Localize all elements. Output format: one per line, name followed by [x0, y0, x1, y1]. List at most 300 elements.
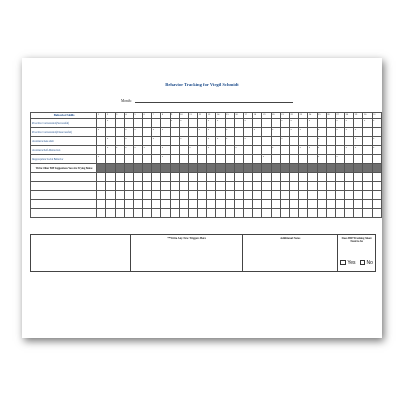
strategy-day-cell[interactable] — [317, 200, 326, 209]
no-option[interactable] — [360, 260, 373, 266]
strategy-day-cell[interactable] — [335, 182, 344, 191]
empty-day-cell[interactable] — [234, 128, 243, 137]
empty-day-cell[interactable] — [106, 128, 115, 137]
strategy-day-cell[interactable] — [97, 191, 106, 200]
strategy-day-cell[interactable] — [317, 191, 326, 200]
empty-day-cell[interactable] — [97, 137, 106, 146]
strategy-day-cell[interactable] — [326, 200, 335, 209]
empty-day-cell[interactable] — [335, 146, 344, 155]
empty-day-cell[interactable] — [207, 155, 216, 164]
strategy-entry-label[interactable] — [31, 173, 97, 182]
empty-day-cell[interactable] — [262, 137, 271, 146]
strategy-day-cell[interactable] — [244, 173, 253, 182]
strategy-day-cell[interactable] — [97, 200, 106, 209]
strategy-day-cell[interactable] — [170, 209, 179, 218]
empty-day-cell[interactable] — [133, 137, 142, 146]
tally-mark-cell[interactable]: x — [271, 128, 280, 137]
strategy-day-cell[interactable] — [299, 191, 308, 200]
empty-day-cell[interactable] — [326, 128, 335, 137]
strategy-day-cell[interactable] — [161, 182, 170, 191]
empty-day-cell[interactable] — [299, 155, 308, 164]
yes-checkbox[interactable] — [340, 260, 346, 266]
strategy-day-cell[interactable] — [299, 173, 308, 182]
strategy-day-cell[interactable] — [308, 191, 317, 200]
tally-mark-cell[interactable]: x — [106, 146, 115, 155]
empty-day-cell[interactable] — [225, 146, 234, 155]
strategy-day-cell[interactable] — [345, 209, 354, 218]
strategy-day-cell[interactable] — [262, 200, 271, 209]
tally-mark-cell[interactable]: x — [124, 146, 133, 155]
empty-day-cell[interactable] — [188, 119, 197, 128]
empty-day-cell[interactable] — [354, 119, 363, 128]
strategy-day-cell[interactable] — [188, 200, 197, 209]
tally-mark-cell[interactable]: x — [97, 155, 106, 164]
empty-day-cell[interactable] — [271, 137, 280, 146]
empty-day-cell[interactable] — [115, 155, 124, 164]
strategy-day-cell[interactable] — [115, 182, 124, 191]
tally-mark-cell[interactable]: x — [188, 146, 197, 155]
strategy-day-cell[interactable] — [106, 200, 115, 209]
empty-day-cell[interactable] — [152, 146, 161, 155]
tally-mark-cell[interactable]: x — [179, 137, 188, 146]
empty-day-cell[interactable] — [216, 128, 225, 137]
strategy-day-cell[interactable] — [216, 200, 225, 209]
empty-day-cell[interactable] — [179, 155, 188, 164]
empty-day-cell[interactable] — [280, 146, 289, 155]
empty-day-cell[interactable] — [152, 155, 161, 164]
tally-mark-cell[interactable]: x — [317, 146, 326, 155]
strategy-day-cell[interactable] — [106, 191, 115, 200]
empty-day-cell[interactable] — [354, 155, 363, 164]
strategy-day-cell[interactable] — [317, 173, 326, 182]
empty-day-cell[interactable] — [170, 137, 179, 146]
tally-mark-cell[interactable]: x — [289, 119, 298, 128]
strategy-day-cell[interactable] — [262, 209, 271, 218]
tally-mark-cell[interactable]: x — [198, 128, 207, 137]
strategy-day-cell[interactable] — [335, 191, 344, 200]
strategy-day-cell[interactable] — [161, 200, 170, 209]
tally-mark-cell[interactable]: x — [372, 119, 381, 128]
empty-day-cell[interactable] — [115, 137, 124, 146]
strategy-day-cell[interactable] — [308, 200, 317, 209]
strategy-day-cell[interactable] — [253, 209, 262, 218]
strategy-day-cell[interactable] — [326, 191, 335, 200]
strategy-day-cell[interactable] — [345, 182, 354, 191]
strategy-day-cell[interactable] — [234, 182, 243, 191]
strategy-day-cell[interactable] — [289, 182, 298, 191]
strategy-day-cell[interactable] — [133, 200, 142, 209]
empty-day-cell[interactable] — [262, 128, 271, 137]
tally-mark-cell[interactable]: x — [106, 119, 115, 128]
tally-mark-cell[interactable]: x — [170, 119, 179, 128]
empty-day-cell[interactable] — [198, 155, 207, 164]
strategy-day-cell[interactable] — [308, 209, 317, 218]
tally-mark-cell[interactable]: x — [133, 128, 142, 137]
tally-mark-cell[interactable]: x — [244, 119, 253, 128]
empty-day-cell[interactable] — [299, 119, 308, 128]
strategy-day-cell[interactable] — [253, 173, 262, 182]
strategy-day-cell[interactable] — [115, 173, 124, 182]
strategy-day-cell[interactable] — [143, 182, 152, 191]
strategy-day-cell[interactable] — [170, 182, 179, 191]
tally-mark-cell[interactable]: x — [372, 137, 381, 146]
strategy-day-cell[interactable] — [271, 200, 280, 209]
strategy-day-cell[interactable] — [216, 173, 225, 182]
empty-day-cell[interactable] — [188, 155, 197, 164]
strategy-day-cell[interactable] — [188, 191, 197, 200]
tally-mark-cell[interactable]: x — [363, 119, 372, 128]
strategy-day-cell[interactable] — [262, 173, 271, 182]
strategy-day-cell[interactable] — [152, 173, 161, 182]
tally-mark-cell[interactable]: x — [152, 137, 161, 146]
empty-day-cell[interactable] — [133, 155, 142, 164]
tally-mark-cell[interactable]: x — [345, 128, 354, 137]
strategy-day-cell[interactable] — [234, 191, 243, 200]
tally-mark-cell[interactable]: x — [280, 137, 289, 146]
strategy-day-cell[interactable] — [262, 182, 271, 191]
strategy-day-cell[interactable] — [97, 173, 106, 182]
strategy-day-cell[interactable] — [253, 182, 262, 191]
empty-day-cell[interactable] — [253, 146, 262, 155]
strategy-day-cell[interactable] — [152, 191, 161, 200]
tally-mark-cell[interactable]: x — [308, 146, 317, 155]
strategy-day-cell[interactable] — [170, 200, 179, 209]
empty-day-cell[interactable] — [216, 146, 225, 155]
empty-day-cell[interactable] — [143, 119, 152, 128]
tally-mark-cell[interactable]: x — [345, 146, 354, 155]
tally-mark-cell[interactable]: x — [299, 128, 308, 137]
tally-mark-cell[interactable]: x — [262, 155, 271, 164]
empty-day-cell[interactable] — [198, 119, 207, 128]
empty-day-cell[interactable] — [308, 128, 317, 137]
tally-mark-cell[interactable]: x — [152, 128, 161, 137]
tally-mark-cell[interactable]: x — [133, 146, 142, 155]
strategy-day-cell[interactable] — [345, 191, 354, 200]
empty-day-cell[interactable] — [234, 137, 243, 146]
empty-day-cell[interactable] — [317, 119, 326, 128]
strategy-day-cell[interactable] — [271, 191, 280, 200]
tally-mark-cell[interactable]: x — [207, 137, 216, 146]
strategy-entry-label[interactable] — [31, 209, 97, 218]
empty-day-cell[interactable] — [234, 119, 243, 128]
strategy-day-cell[interactable] — [363, 200, 372, 209]
strategy-day-cell[interactable] — [262, 191, 271, 200]
yes-option[interactable] — [340, 260, 355, 266]
strategy-day-cell[interactable] — [133, 182, 142, 191]
strategy-day-cell[interactable] — [335, 173, 344, 182]
strategy-day-cell[interactable] — [179, 173, 188, 182]
empty-day-cell[interactable] — [326, 137, 335, 146]
strategy-day-cell[interactable] — [271, 173, 280, 182]
empty-day-cell[interactable] — [280, 155, 289, 164]
empty-day-cell[interactable] — [170, 146, 179, 155]
tally-mark-cell[interactable]: x — [335, 119, 344, 128]
empty-day-cell[interactable] — [143, 137, 152, 146]
empty-day-cell[interactable] — [345, 137, 354, 146]
strategy-day-cell[interactable] — [317, 182, 326, 191]
strategy-day-cell[interactable] — [354, 209, 363, 218]
tally-mark-cell[interactable]: x — [308, 119, 317, 128]
empty-day-cell[interactable] — [133, 119, 142, 128]
strategy-day-cell[interactable] — [354, 200, 363, 209]
strategy-day-cell[interactable] — [299, 200, 308, 209]
strategy-day-cell[interactable] — [124, 182, 133, 191]
empty-day-cell[interactable] — [271, 119, 280, 128]
strategy-day-cell[interactable] — [372, 191, 381, 200]
strategy-day-cell[interactable] — [289, 200, 298, 209]
tally-mark-cell[interactable]: x — [216, 137, 225, 146]
strategy-day-cell[interactable] — [143, 191, 152, 200]
tally-mark-cell[interactable]: x — [335, 128, 344, 137]
tally-mark-cell[interactable]: x — [97, 128, 106, 137]
tally-mark-cell[interactable]: x — [106, 137, 115, 146]
empty-day-cell[interactable] — [289, 155, 298, 164]
empty-day-cell[interactable] — [372, 155, 381, 164]
empty-day-cell[interactable] — [124, 155, 133, 164]
empty-day-cell[interactable] — [308, 155, 317, 164]
strategy-day-cell[interactable] — [207, 209, 216, 218]
strategy-day-cell[interactable] — [244, 182, 253, 191]
empty-day-cell[interactable] — [97, 119, 106, 128]
strategy-day-cell[interactable] — [317, 209, 326, 218]
strategy-day-cell[interactable] — [115, 200, 124, 209]
empty-day-cell[interactable] — [244, 155, 253, 164]
empty-day-cell[interactable] — [262, 119, 271, 128]
tally-mark-cell[interactable]: x — [161, 155, 170, 164]
strategy-day-cell[interactable] — [289, 173, 298, 182]
empty-day-cell[interactable] — [289, 137, 298, 146]
tally-mark-cell[interactable]: x — [225, 137, 234, 146]
strategy-day-cell[interactable] — [115, 191, 124, 200]
tally-mark-cell[interactable]: x — [179, 119, 188, 128]
strategy-day-cell[interactable] — [289, 209, 298, 218]
strategy-day-cell[interactable] — [207, 182, 216, 191]
empty-day-cell[interactable] — [363, 128, 372, 137]
strategy-day-cell[interactable] — [188, 173, 197, 182]
strategy-entry-label[interactable] — [31, 200, 97, 209]
strategy-day-cell[interactable] — [326, 182, 335, 191]
strategy-day-cell[interactable] — [225, 200, 234, 209]
empty-day-cell[interactable] — [280, 128, 289, 137]
strategy-day-cell[interactable] — [97, 209, 106, 218]
bottom-col-blank[interactable] — [31, 235, 131, 271]
empty-day-cell[interactable] — [345, 155, 354, 164]
strategy-day-cell[interactable] — [179, 182, 188, 191]
empty-day-cell[interactable] — [244, 128, 253, 137]
strategy-day-cell[interactable] — [280, 191, 289, 200]
strategy-day-cell[interactable] — [161, 209, 170, 218]
strategy-day-cell[interactable] — [271, 182, 280, 191]
empty-day-cell[interactable] — [179, 128, 188, 137]
strategy-day-cell[interactable] — [363, 182, 372, 191]
strategy-day-cell[interactable] — [207, 200, 216, 209]
empty-day-cell[interactable] — [152, 119, 161, 128]
tally-mark-cell[interactable]: x — [124, 137, 133, 146]
strategy-day-cell[interactable] — [124, 173, 133, 182]
empty-day-cell[interactable] — [225, 119, 234, 128]
empty-day-cell[interactable] — [326, 155, 335, 164]
strategy-day-cell[interactable] — [326, 173, 335, 182]
tally-mark-cell[interactable]: x — [280, 119, 289, 128]
strategy-day-cell[interactable] — [372, 209, 381, 218]
empty-day-cell[interactable] — [106, 155, 115, 164]
strategy-day-cell[interactable] — [207, 191, 216, 200]
strategy-day-cell[interactable] — [308, 182, 317, 191]
strategy-day-cell[interactable] — [363, 173, 372, 182]
tally-mark-cell[interactable]: x — [271, 146, 280, 155]
strategy-day-cell[interactable] — [143, 209, 152, 218]
tally-mark-cell[interactable]: x — [317, 155, 326, 164]
tally-mark-cell[interactable]: x — [234, 146, 243, 155]
strategy-day-cell[interactable] — [152, 182, 161, 191]
tally-mark-cell[interactable]: x — [317, 137, 326, 146]
empty-day-cell[interactable] — [198, 146, 207, 155]
strategy-day-cell[interactable] — [115, 209, 124, 218]
empty-day-cell[interactable] — [363, 155, 372, 164]
strategy-day-cell[interactable] — [179, 209, 188, 218]
tally-mark-cell[interactable]: x — [207, 128, 216, 137]
strategy-day-cell[interactable] — [234, 209, 243, 218]
tally-mark-cell[interactable]: x — [289, 128, 298, 137]
strategy-entry-label[interactable] — [31, 191, 97, 200]
triggers-col[interactable] — [131, 235, 243, 271]
tally-mark-cell[interactable]: x — [115, 146, 124, 155]
strategy-day-cell[interactable] — [372, 182, 381, 191]
strategy-day-cell[interactable] — [133, 209, 142, 218]
empty-day-cell[interactable] — [289, 146, 298, 155]
strategy-day-cell[interactable] — [244, 200, 253, 209]
strategy-day-cell[interactable] — [216, 209, 225, 218]
empty-day-cell[interactable] — [143, 155, 152, 164]
strategy-day-cell[interactable] — [152, 200, 161, 209]
empty-day-cell[interactable] — [363, 137, 372, 146]
strategy-day-cell[interactable] — [170, 173, 179, 182]
empty-day-cell[interactable] — [216, 155, 225, 164]
tally-mark-cell[interactable]: x — [317, 128, 326, 137]
tally-mark-cell[interactable]: x — [161, 146, 170, 155]
strategy-day-cell[interactable] — [106, 182, 115, 191]
empty-day-cell[interactable] — [115, 119, 124, 128]
tally-mark-cell[interactable]: x — [124, 128, 133, 137]
empty-day-cell[interactable] — [299, 137, 308, 146]
empty-day-cell[interactable] — [335, 137, 344, 146]
tally-mark-cell[interactable]: x — [335, 155, 344, 164]
empty-day-cell[interactable] — [234, 155, 243, 164]
strategy-day-cell[interactable] — [216, 182, 225, 191]
strategy-day-cell[interactable] — [161, 191, 170, 200]
strategy-day-cell[interactable] — [253, 200, 262, 209]
strategy-day-cell[interactable] — [198, 182, 207, 191]
strategy-day-cell[interactable] — [234, 200, 243, 209]
empty-day-cell[interactable] — [188, 128, 197, 137]
strategy-day-cell[interactable] — [271, 209, 280, 218]
empty-day-cell[interactable] — [372, 128, 381, 137]
strategy-day-cell[interactable] — [124, 209, 133, 218]
empty-day-cell[interactable] — [188, 137, 197, 146]
empty-day-cell[interactable] — [326, 119, 335, 128]
empty-day-cell[interactable] — [179, 146, 188, 155]
strategy-day-cell[interactable] — [354, 173, 363, 182]
strategy-day-cell[interactable] — [198, 200, 207, 209]
strategy-day-cell[interactable] — [363, 209, 372, 218]
empty-day-cell[interactable] — [115, 128, 124, 137]
strategy-day-cell[interactable] — [335, 209, 344, 218]
strategy-day-cell[interactable] — [106, 209, 115, 218]
tally-mark-cell[interactable]: x — [161, 128, 170, 137]
strategy-day-cell[interactable] — [179, 191, 188, 200]
strategy-day-cell[interactable] — [308, 173, 317, 182]
tally-mark-cell[interactable]: x — [207, 119, 216, 128]
tally-mark-cell[interactable]: x — [253, 128, 262, 137]
strategy-day-cell[interactable] — [280, 173, 289, 182]
strategy-day-cell[interactable] — [345, 173, 354, 182]
strategy-day-cell[interactable] — [280, 200, 289, 209]
strategy-day-cell[interactable] — [354, 182, 363, 191]
empty-day-cell[interactable] — [253, 155, 262, 164]
strategy-day-cell[interactable] — [354, 191, 363, 200]
month-line[interactable] — [135, 99, 293, 103]
empty-day-cell[interactable] — [253, 137, 262, 146]
strategy-day-cell[interactable] — [244, 209, 253, 218]
tally-mark-cell[interactable]: x — [372, 146, 381, 155]
tally-mark-cell[interactable]: x — [345, 119, 354, 128]
strategy-day-cell[interactable] — [198, 191, 207, 200]
strategy-day-cell[interactable] — [124, 200, 133, 209]
no-checkbox[interactable] — [360, 260, 366, 266]
strategy-day-cell[interactable] — [188, 182, 197, 191]
strategy-day-cell[interactable] — [225, 209, 234, 218]
strategy-day-cell[interactable] — [225, 182, 234, 191]
strategy-day-cell[interactable] — [289, 191, 298, 200]
tally-mark-cell[interactable]: x — [354, 128, 363, 137]
empty-day-cell[interactable] — [198, 137, 207, 146]
strategy-day-cell[interactable] — [234, 173, 243, 182]
strategy-day-cell[interactable] — [170, 191, 179, 200]
empty-day-cell[interactable] — [170, 155, 179, 164]
tally-mark-cell[interactable]: x — [299, 146, 308, 155]
empty-day-cell[interactable] — [253, 119, 262, 128]
strategy-day-cell[interactable] — [225, 173, 234, 182]
strategy-day-cell[interactable] — [143, 200, 152, 209]
strategy-day-cell[interactable] — [326, 209, 335, 218]
tally-mark-cell[interactable]: x — [244, 137, 253, 146]
empty-day-cell[interactable] — [225, 155, 234, 164]
strategy-day-cell[interactable] — [124, 191, 133, 200]
empty-day-cell[interactable] — [363, 146, 372, 155]
tally-mark-cell[interactable]: x — [354, 146, 363, 155]
strategy-day-cell[interactable] — [345, 200, 354, 209]
empty-day-cell[interactable] — [308, 137, 317, 146]
tally-mark-cell[interactable]: x — [225, 128, 234, 137]
strategy-day-cell[interactable] — [198, 209, 207, 218]
strategy-day-cell[interactable] — [143, 173, 152, 182]
strategy-day-cell[interactable] — [198, 173, 207, 182]
strategy-day-cell[interactable] — [335, 200, 344, 209]
strategy-day-cell[interactable] — [299, 209, 308, 218]
notes-col[interactable] — [243, 235, 338, 271]
empty-day-cell[interactable] — [170, 128, 179, 137]
strategy-day-cell[interactable] — [363, 191, 372, 200]
strategy-day-cell[interactable] — [161, 173, 170, 182]
empty-day-cell[interactable] — [326, 146, 335, 155]
empty-day-cell[interactable] — [161, 119, 170, 128]
tally-mark-cell[interactable]: x — [207, 146, 216, 155]
strategy-day-cell[interactable] — [216, 191, 225, 200]
strategy-day-cell[interactable] — [152, 209, 161, 218]
strategy-entry-label[interactable] — [31, 182, 97, 191]
tally-mark-cell[interactable]: x — [354, 137, 363, 146]
strategy-day-cell[interactable] — [179, 200, 188, 209]
